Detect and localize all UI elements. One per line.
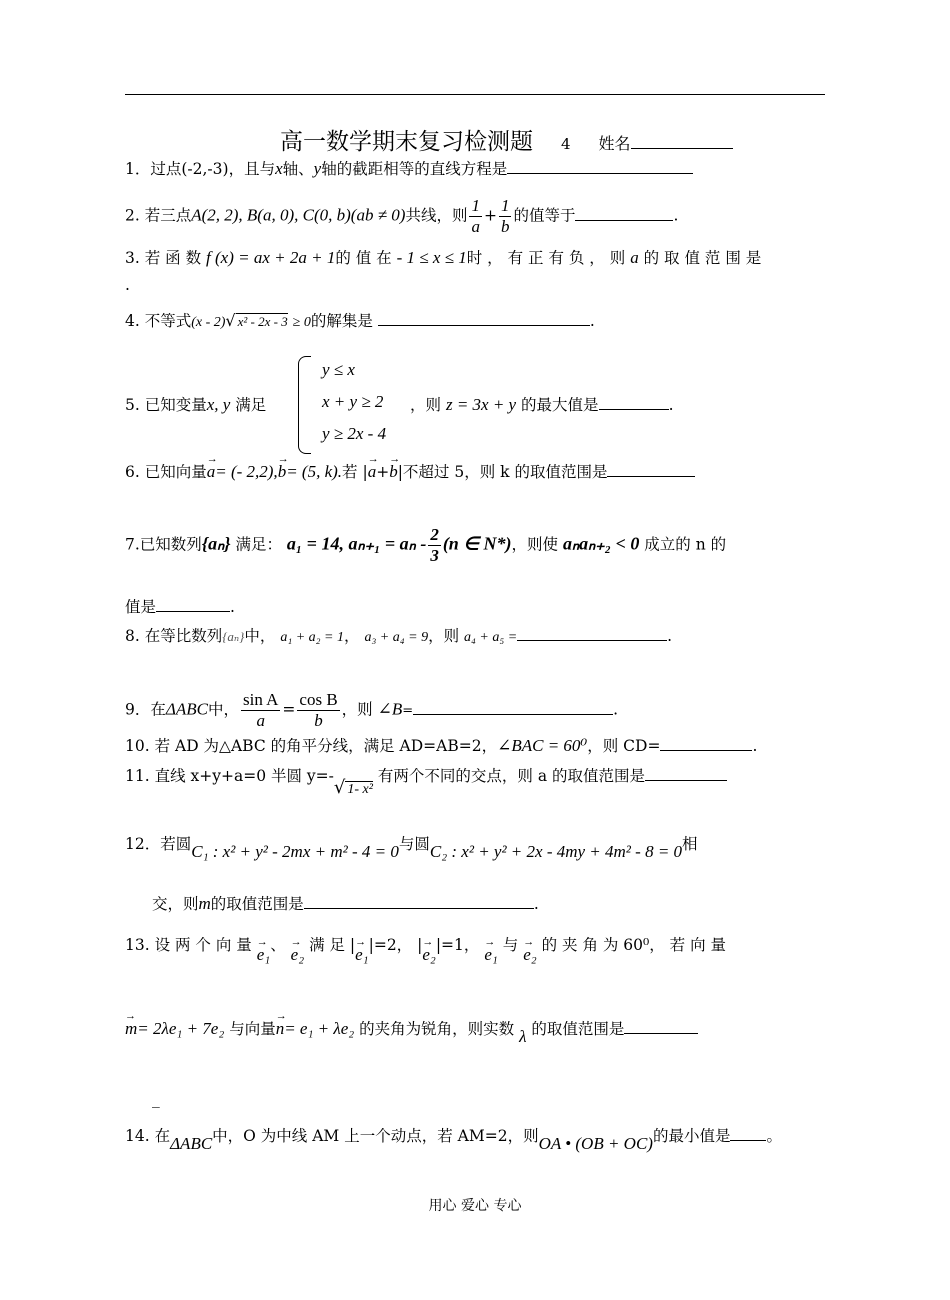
answer-blank-13[interactable] — [624, 1019, 698, 1034]
question-2: 2. 若三点A(2, 2), B(a, 0), C(0, b)(ab ≠ 0)共线，则 $\frac{1}{a}$ + $\frac{1}{b}$ 的值等于 . — [125, 196, 679, 236]
question-3: 3. 若 函 数 f (x) = ax + 2a + 1的 值 在 - 1 ≤ x ≤ 1时 ， 有 正 有 负 ， 则 a 的 取 值 范 围 是 — [125, 248, 762, 267]
question-9: 9．在ΔABC中， $\frac{\text{sin A}}{a}$ = $\frac{\text{cos B}}{b}$ ，则 ∠B= . — [125, 690, 619, 730]
answer-blank-10[interactable] — [660, 736, 752, 751]
question-1: 1．过点(-2,-3)，且与x轴、y轴的截距相等的直线方程是 — [125, 158, 830, 180]
question-8: 8. 在等比数列{aₙ}中， a₁ + a₂ = 1， a₃ + a₄ = 9，则 a₄ + a₅ = . — [125, 627, 673, 645]
answer-blank-14[interactable] — [730, 1126, 766, 1141]
title-text: 高一数学期末复习检测题 — [280, 129, 533, 155]
question-10: 10. 若 AD 为△ABC 的角平分线，满足 AD=AB=2，∠BAC = 60⁰，则 CD= . — [125, 736, 758, 755]
question-6: 6. 已知向量→ a= (- 2,2),→ b= (5, k).若 |→ a+→ b|不超过 5，则 k 的取值范围是 — [125, 461, 830, 483]
answer-blank-5[interactable] — [599, 395, 669, 410]
test-number: 4 — [561, 135, 571, 153]
answer-blank-2[interactable] — [575, 206, 673, 221]
answer-blank-11[interactable] — [645, 766, 727, 781]
question-12: 12．若圆C₁ : x² + y² - 2mx + m² - 4 = 0与圆C₂ : x² + y² + 2x - 4my + 4m² - 8 = 0相 — [125, 835, 698, 861]
question-14: 14. 在ΔABC中，O 为中线 AM 上一个动点，若 AM=2，则OA • (OB + OC)的最小值是 。 — [125, 1127, 782, 1153]
answer-blank-12[interactable] — [304, 894, 534, 909]
page-footer: 用心 爱心 专心 — [428, 1198, 522, 1214]
answer-blank-9[interactable] — [413, 700, 613, 715]
answer-blank-1[interactable] — [507, 159, 693, 174]
answer-blank-6[interactable] — [607, 462, 695, 477]
fraction-2-over-3: $\frac{2}{3}$ — [430, 525, 439, 565]
question-7: 7.已知数列{aₙ} 满足： a₁ = 14, aₙ₊₁ = aₙ - $\frac{2}{3}$ (n ∈ N*)，则使 aₙaₙ₊₂ < 0 成立的 n 的 — [125, 525, 727, 565]
question-13: 13. 设 两 个 向 量 → e₁、 → e₂ 满 足 |→ e₁|=2， |→ e₂|=1， → e₁ 与 → e₂ 的 夹 角 为 60⁰， 若 向 量 — [125, 934, 830, 966]
question-5: 5. 已知变量x, y 满足 — [125, 395, 267, 414]
answer-blank-7[interactable] — [156, 597, 230, 612]
fraction-1-over-a: $\frac{1}{a}$ — [471, 196, 480, 236]
answer-blank-4[interactable] — [378, 311, 590, 326]
name-field[interactable] — [631, 134, 733, 149]
page-title — [280, 123, 733, 156]
answer-blank-8[interactable] — [517, 626, 667, 641]
fraction-1-over-b: $\frac{1}{b}$ — [500, 196, 510, 236]
name-label: 姓名 — [598, 134, 631, 153]
question-4: 4. 不等式(x - 2)√ x² - 2x - 3 ≥ 0的解集是 . — [125, 311, 595, 330]
question-11: 11. 直线 x+y+a=0 半圆 y=-√ 1- x² 有两个不同的交点，则 a 的取值范围是 — [125, 765, 830, 801]
header-rule — [125, 94, 825, 95]
